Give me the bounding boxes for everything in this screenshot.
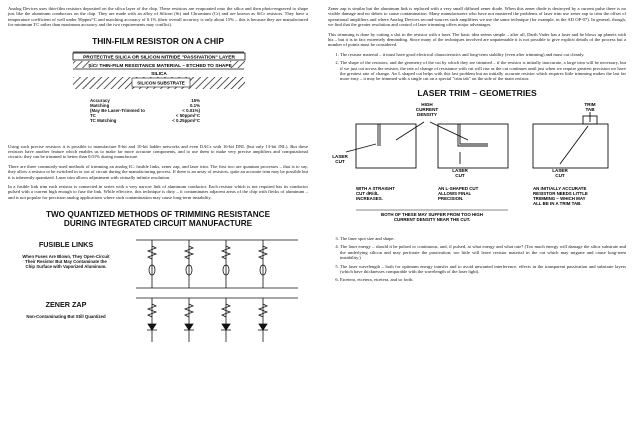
right-column xyxy=(328,6,626,286)
label-laser-a: LASER xyxy=(332,153,348,159)
label-cut-a: CUT xyxy=(335,158,345,164)
spec-table xyxy=(90,98,200,124)
label-trim: TRIM xyxy=(584,101,596,107)
list-item: 1. The resistor material – it must have good electrical characteristics and long-term stability (even after trimming) and must cut cleanly. xyxy=(340,52,626,57)
caption-both: CURRENT DENSITY NEAR THE CUT. xyxy=(393,216,471,222)
considerations-list-2 xyxy=(328,236,626,283)
spec-row: TC < 50ppm/°C xyxy=(90,113,200,119)
label-high: HIGH xyxy=(421,101,433,107)
zener-zap-desc: Non-Contaminating But Still Quantized xyxy=(26,314,106,320)
list-item: 6. Etcetera, etcetera, etcetera, and so forth. xyxy=(340,277,626,282)
resistor-zigzag xyxy=(148,246,267,259)
label-cut-b: CUT xyxy=(455,172,465,178)
fusible-desc-line: Their Resistor But May Contaminate the xyxy=(25,259,107,265)
layer-label-silica: SILICA xyxy=(151,71,167,77)
thin-film-title: THIN-FILM RESISTOR ON A CHIP xyxy=(92,35,224,46)
list-item: 2. The shape of the resistors, and the geometry of the cut by which they are trimmed – if the resistor is initially inaccurate, a large trim will be necessary, but if we just cut across the resistor, the rate of change of resistance with cut will rise as the cut continues until just when we require greatest precision we have the greatest rate of change. An L shaped cut helps with this last problem but an initially accurate resistor which requires little trimming makes the last far more easy – it may be trimmed with a single cut on a special "trim tab" on the side of the main resistor. xyxy=(340,60,626,82)
caption-b: PRECISION. xyxy=(438,195,464,201)
caption-c: TRIMMING – WHICH MAY xyxy=(533,195,586,201)
paragraph-precise-resistors: Using such precise resistors it is possible to manufacture 8-bit and 10-bit ladder networks and even DACs with 16-bit DNL (but only 13-bit INL). But these resistors have another feature which enables us to make far more accurate components, and to use them to make very precise amplifiers and computational circuits: they can be trimmed to better than 0.01% during manufacture. xyxy=(8,143,308,160)
spec-row: (May Be Laser-Trimmed to < 0.01%) xyxy=(90,108,200,114)
trim-figure-title-line1: TWO QUANTIZED METHODS OF TRIMMING RESISTANCE xyxy=(45,210,271,220)
label-density: DENSITY xyxy=(417,111,437,117)
label-tab: TAB xyxy=(585,106,595,112)
laser-trim-geometry-diagram xyxy=(328,102,626,236)
caption-a: WITH A STRAIGHT xyxy=(356,185,395,191)
fusible-desc-line: When Fuses Are Blown, They Open-Circuit xyxy=(22,254,110,260)
spec-row: Matching 0.1% xyxy=(90,102,200,108)
intro-paragraph: Analog Devices uses thin-film resistors deposited on the silica layer of the chip. These resistors are evaporated onto the silica and then photo-engraved to shape just like the aluminum conductors on the chip. They are made with an alloy of Silicon (Si) and Chromium (Cr) and are known as SiCr resistors. They have a temperature coefficient of well under 50ppm/°C and matching accuracy of 0.1% (their overall accuracy is only about 15% – this is because they are manufactured for minimum TC rather than maximum accuracy and the two requirements may conflict). xyxy=(8,6,308,28)
caption-c: AN INITIALLY ACCURATE xyxy=(533,185,587,191)
caption-a: INCREASES. xyxy=(356,195,383,201)
list-item: 3. The laser spot size and shape. xyxy=(340,236,626,241)
zener-zap-ladder-diagram xyxy=(132,294,302,344)
left-column xyxy=(8,6,308,344)
list-item: 4. The laser energy – should it be pulsed or continuous, and, if pulsed, at what energy and what rate? (Too much energy will damage the silica substrate and the underlying silicon and may perforate the passivation; too little will leave resistor material in the cut which may migrate and cause long-term instability.) xyxy=(340,244,626,260)
layer-label-passivation: PROTECTIVE SILICA OR SILICON NITRIDE "PASSIVATION" LAYER xyxy=(83,55,235,61)
layer-label-sicr: SiCr THIN-FILM RESISTANCE MATERIAL – ETCHED TO SHAPE xyxy=(88,63,232,69)
zener-zap-paragraph: Zener zap is similar but the aluminum link is replaced with a very small diffused zener diode. When this zener diode is destroyed by a current pulse there is no visible damage and no debris to cause contamination. Many manufacturers who have not mastered the problems of laser trim use zener zap to trim the offset of operational amplifiers and where Analog Devices second-sources such amplifiers we use the same technique (for example, in the AD OP-07). In general, though, we find that the greater resolution and control of laser trimming offers major advantages. xyxy=(328,6,626,28)
trim-figure-title-line2: DURING INTEGRATED CIRCUIT MANUFACTURE xyxy=(63,219,253,229)
fusible-links-title: FUSIBLE LINKS xyxy=(38,240,94,250)
zener-zap-title: ZENER ZAP xyxy=(45,300,87,310)
fusible-link-ladder-diagram xyxy=(132,236,302,292)
spec-row: Accuracy 15% xyxy=(90,97,200,103)
resistor-trim-tab xyxy=(533,124,608,168)
caption-c: RESISTOR NEEDS LITTLE xyxy=(533,190,588,196)
caption-b: ALLOWS FINAL xyxy=(438,190,472,196)
label-laser-c: LASER xyxy=(552,167,568,173)
thin-film-figure xyxy=(8,36,308,144)
resistor-straight-cut xyxy=(356,124,416,168)
label-laser-b: LASER xyxy=(452,167,468,173)
paragraph-trim-methods: There are three commonly-used methods of trimming an analog IC: fusible links, zener zap, and laser trim. The first two are quantum processes – that is to say, they allow a resistor to be switched in or out of circuit during the manufacturing process. If there is an array of resistors, quite an accurate trim may be possible but it is inherently quantized. Laser trim allows adjustment with virtually infinite resolution. xyxy=(8,163,308,180)
fusible-desc-line: Chip Surface with Vaporized Aluminum. xyxy=(25,264,107,270)
zener-diode-symbols xyxy=(147,324,268,330)
caption-c: ALL BE IN A TRIM TAB. xyxy=(533,200,582,206)
caption-both: BOTH OF THESE MAY SUFFER FROM TOO HIGH xyxy=(381,211,483,217)
quantized-trim-figure xyxy=(8,234,308,344)
label-cut-c: CUT xyxy=(555,172,565,178)
laser-trim-paragraph: This trimming is done by cutting a slot in the resistor with a laser. The basic idea seems simple – after all, Darth Vader has a laser and he blows up planets with his – but it is in fact extremely demanding. Since many of the techniques involved are unpatentable it is not possible to give explicit details of the process but a number of points must be considered. xyxy=(328,31,626,48)
paragraph-fusible-link: In a fusible link trim each resistor is connected in series with a very narrow link of aluminum conductor. Each resistor which is not required has its conductor pulsed with a current high enough to fuse the link. While effective, this technique is dirty – it contaminates adjacent areas of the chip with flecks of aluminum – and is not popular for precision analog applications where such contamination may cause long-term instability. xyxy=(8,184,308,200)
caption-a: CUT dR/dL xyxy=(356,190,379,196)
caption-b: AN L-SHAPED CUT xyxy=(438,185,479,191)
laser-trim-title: LASER TRIM – GEOMETRIES xyxy=(417,87,537,98)
label-current: CURRENT xyxy=(415,106,439,112)
considerations-list-1 xyxy=(328,52,626,82)
laser-trim-figure xyxy=(328,88,626,236)
fuse-link-symbols xyxy=(149,265,266,275)
list-item: 5. The laser wavelength – both for optimum energy transfer and to avoid unwanted interference, effects in the transparent passivation and substrate layers (which have thicknesses comparable with the wavelength of the laser light). xyxy=(340,264,626,275)
spec-row: TC Matching < 0.25ppm/°C xyxy=(90,118,200,124)
layer-label-substrate: SILICON SUBSTRATE xyxy=(137,80,185,86)
